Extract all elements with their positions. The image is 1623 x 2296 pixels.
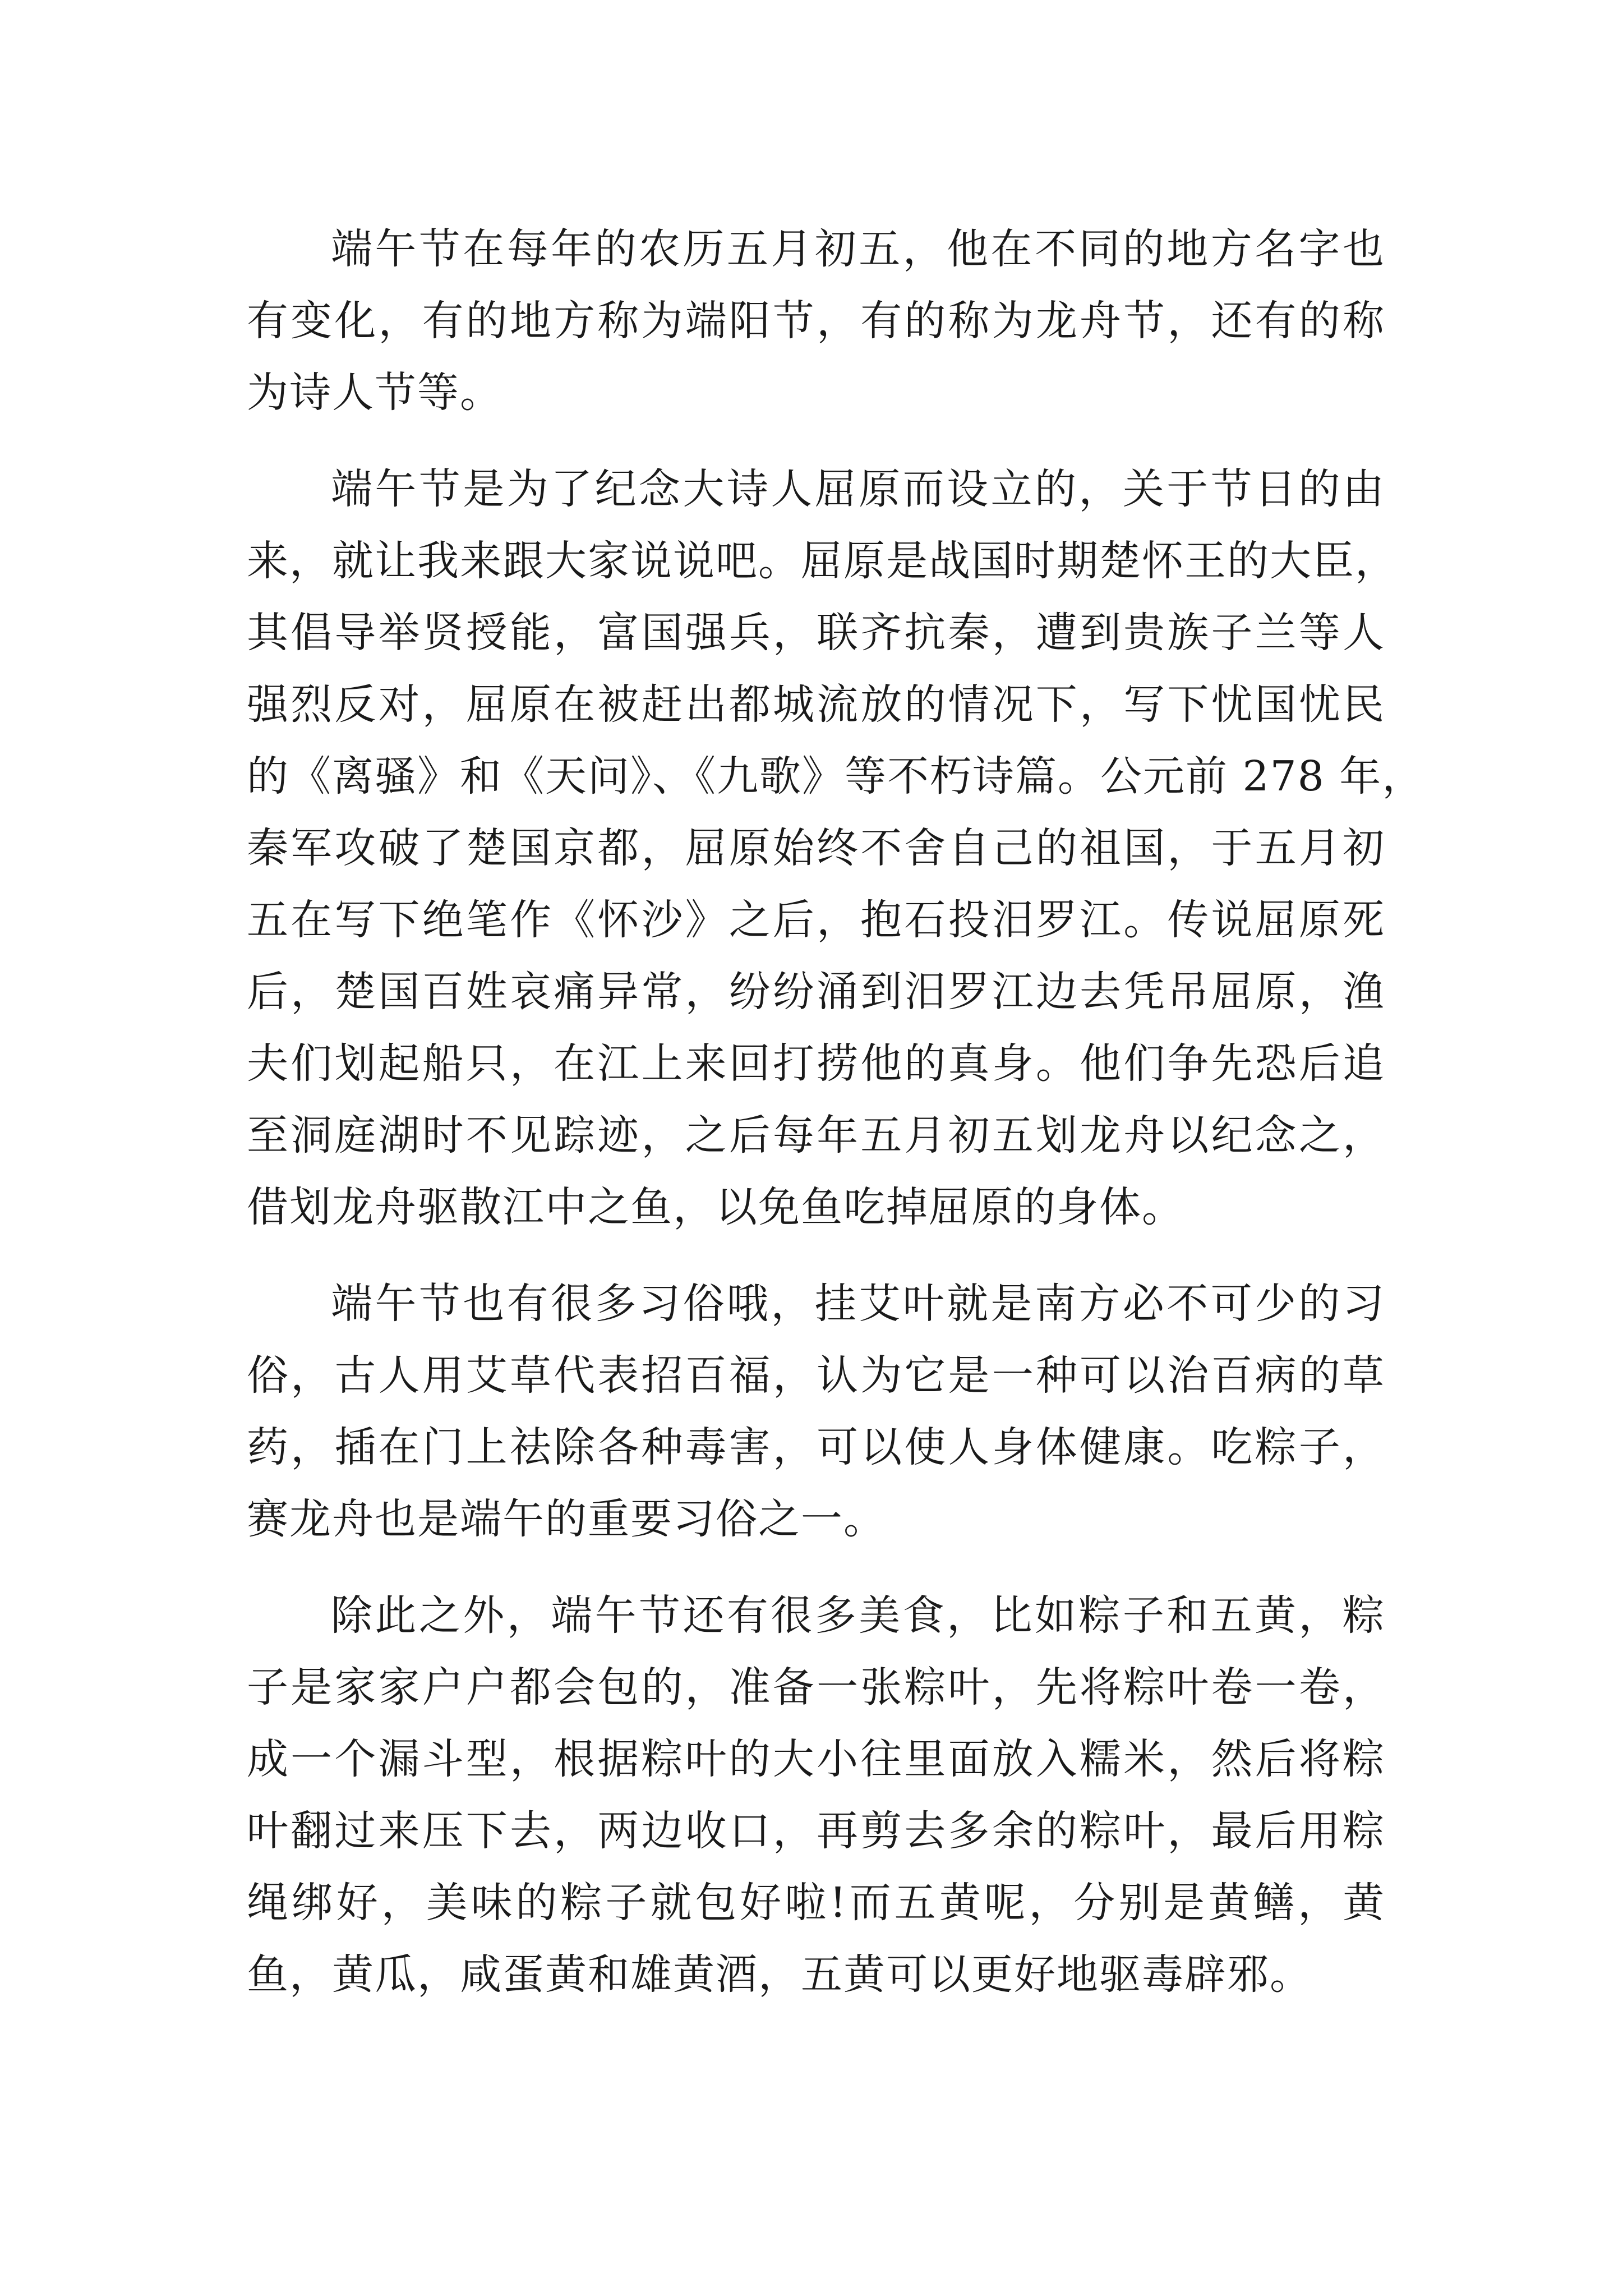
paragraph-4 xyxy=(247,1580,1385,2010)
text-line: 赛龙舟也是端午的重要习俗之一。 xyxy=(247,1495,886,1543)
paragraph-3 xyxy=(247,1268,1385,1555)
text-line: 有变化，有的地方称为端阳节，有的称为龙舟节，还有的称 xyxy=(247,297,1385,345)
text-line: 秦军攻破了楚国京都，屈原始终不舍自己的祖国，于五月初 xyxy=(247,824,1385,872)
text-line: 俗，古人用艾草代表招百福，认为它是一种可以治百病的草 xyxy=(247,1351,1385,1400)
paragraph-1 xyxy=(247,213,1385,429)
paragraph-2 xyxy=(247,453,1425,1243)
text-line: 叶翻过来压下去，两边收口，再剪去多余的粽叶，最后用粽 xyxy=(247,1807,1385,1855)
text-line: 强烈反对，屈原在被赶出都城流放的情况下，写下忧国忧民 xyxy=(247,680,1385,729)
text-line: 子是家家户户都会包的，准备一张粽叶，先将粽叶卷一卷， xyxy=(247,1663,1385,1711)
text-line: 至洞庭湖时不见踪迹，之后每年五月初五划龙舟以纪念之， xyxy=(247,1111,1385,1159)
text-line: 夫们划起船只，在江上来回打捞他的真身。他们争先恐后追 xyxy=(247,1039,1385,1088)
text-line: 成一个漏斗型，根据粽叶的大小往里面放入糯米，然后将粽 xyxy=(247,1735,1385,1783)
text-line: 除此之外，端午节还有很多美食，比如粽子和五黄，粽 xyxy=(331,1591,1385,1640)
text-line: 后，楚国百姓哀痛异常，纷纷涌到汨罗江边去凭吊屈原，渔 xyxy=(247,968,1385,1016)
text-line: 端午节也有很多习俗哦，挂艾叶就是南方必不可少的习 xyxy=(331,1280,1385,1328)
text-line: 五在写下绝笔作《怀沙》之后，抱石投汨罗江。传说屈原死 xyxy=(247,896,1385,944)
document-body xyxy=(247,213,1425,2035)
text-line: 端午节是为了纪念大诗人屈原而设立的，关于节日的由 xyxy=(331,465,1385,513)
text-line: 的《离骚》和《天问》、《九歌》等不朽诗篇。公元前 278 年， xyxy=(247,752,1425,800)
text-line: 鱼，黄瓜，咸蛋黄和雄黄酒，五黄可以更好地驱毒辟邪。 xyxy=(247,1950,1312,1999)
text-line: 端午节在每年的农历五月初五，他在不同的地方名字也 xyxy=(331,225,1385,273)
text-line: 来，就让我来跟大家说说吧。屈原是战国时期楚怀王的大臣， xyxy=(247,537,1398,585)
text-line: 为诗人节等。 xyxy=(247,369,502,417)
text-line: 借划龙舟驱散江中之鱼，以免鱼吃掉屈原的身体。 xyxy=(247,1183,1184,1231)
text-line: 药，插在门上祛除各种毒害，可以使人身体健康。吃粽子， xyxy=(247,1423,1385,1471)
text-line: 其倡导举贤授能，富国强兵，联齐抗秦，遭到贵族子兰等人 xyxy=(247,609,1385,657)
text-line: 绳绑好，美味的粽子就包好啦!而五黄呢，分别是黄鳝，黄 xyxy=(247,1879,1385,1927)
